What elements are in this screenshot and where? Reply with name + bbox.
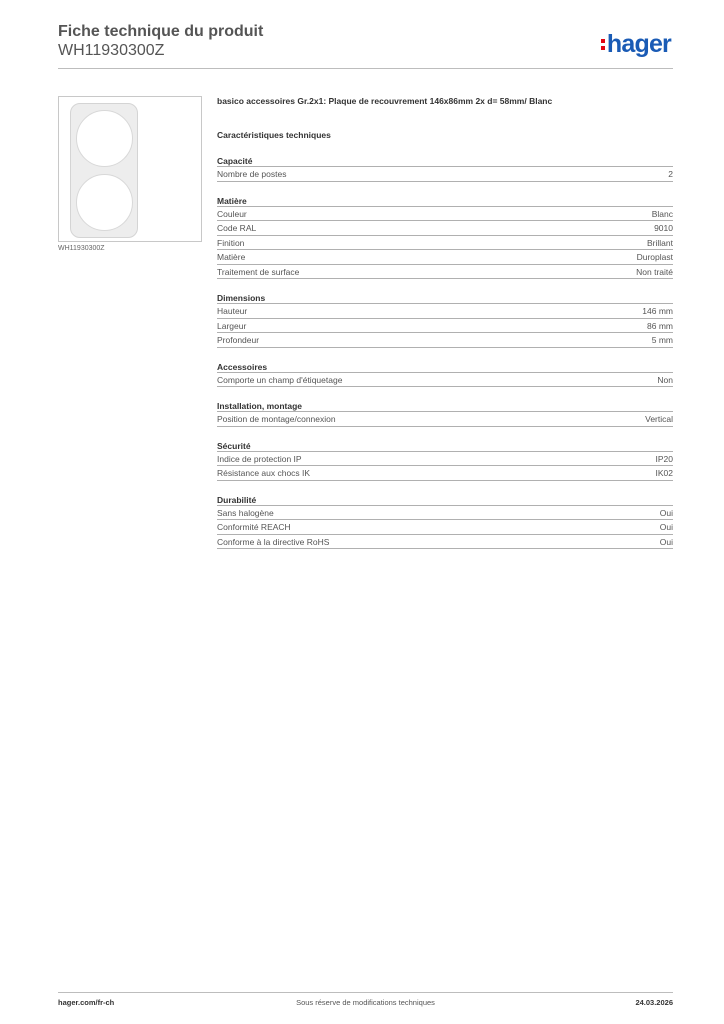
spec-group bbox=[217, 440, 673, 481]
spec-row bbox=[217, 250, 673, 265]
spec-value: Oui bbox=[659, 507, 673, 518]
spec-value: IK02 bbox=[655, 468, 673, 478]
spec-group-title: Dimensions bbox=[217, 292, 673, 304]
spec-group-title: Capacité bbox=[217, 155, 673, 167]
tech-specs-title: Caractéristiques techniques bbox=[217, 130, 331, 140]
spec-label: Largeur bbox=[217, 320, 247, 331]
spec-value: 9010 bbox=[654, 223, 673, 233]
spec-row bbox=[217, 535, 673, 550]
spec-value: 2 bbox=[668, 169, 673, 179]
spec-label: Résistance aux chocs IK bbox=[217, 468, 311, 478]
spec-group bbox=[217, 155, 673, 182]
spec-group bbox=[217, 494, 673, 550]
spec-value: 86 mm bbox=[647, 320, 673, 331]
plate-opening-bottom bbox=[76, 174, 133, 231]
spec-group bbox=[217, 400, 673, 427]
spec-group-title: Durabilité bbox=[217, 494, 673, 506]
cover-plate-icon bbox=[70, 103, 138, 238]
spec-label: Conforme à la directive RoHS bbox=[217, 536, 330, 547]
spec-row bbox=[217, 265, 673, 280]
spec-value: Oui bbox=[659, 522, 673, 532]
image-caption: WH11930300Z bbox=[58, 245, 105, 252]
spec-row bbox=[217, 466, 673, 481]
logo-text: hager bbox=[606, 30, 671, 58]
product-description: basico accessoires Gr.2x1: Plaque de recouvrement 146x86mm 2x d= 58mm/ Blanc bbox=[217, 96, 553, 106]
plate-opening-top bbox=[76, 110, 133, 167]
spec-label: Sans halogène bbox=[217, 507, 274, 518]
spec-group-title: Accessoires bbox=[217, 361, 673, 373]
spec-group bbox=[217, 361, 673, 388]
spec-label: Conformité REACH bbox=[217, 522, 291, 532]
spec-groups bbox=[217, 155, 673, 549]
spec-label: Profondeur bbox=[217, 335, 260, 345]
spec-value: Non bbox=[657, 374, 673, 385]
spec-value: Brillant bbox=[647, 237, 673, 248]
footer-divider bbox=[58, 992, 673, 993]
spec-row bbox=[217, 167, 673, 182]
spec-row bbox=[217, 412, 673, 427]
spec-row bbox=[217, 452, 673, 467]
page-title: Fiche technique du produit bbox=[58, 23, 264, 40]
spec-value: Blanc bbox=[651, 208, 673, 219]
spec-label: Traitement de surface bbox=[217, 266, 300, 277]
spec-row bbox=[217, 333, 673, 348]
logo-dots-icon bbox=[601, 37, 605, 51]
spec-label: Finition bbox=[217, 237, 245, 248]
spec-label: Matière bbox=[217, 252, 246, 262]
spec-label: Hauteur bbox=[217, 306, 248, 316]
spec-content bbox=[217, 96, 673, 562]
spec-value: Duroplast bbox=[636, 252, 673, 262]
spec-label: Indice de protection IP bbox=[217, 453, 302, 464]
spec-row bbox=[217, 520, 673, 535]
spec-row bbox=[217, 373, 673, 388]
spec-value: Non traité bbox=[636, 266, 673, 277]
spec-group bbox=[217, 292, 673, 348]
spec-value: Vertical bbox=[645, 414, 673, 424]
spec-row bbox=[217, 221, 673, 236]
spec-value: 5 mm bbox=[651, 335, 673, 345]
spec-value: IP20 bbox=[655, 453, 673, 464]
page-header bbox=[58, 22, 673, 60]
spec-value: Oui bbox=[659, 536, 673, 547]
header-divider bbox=[58, 68, 673, 69]
footer-disclaimer: Sous réserve de modifications techniques bbox=[296, 998, 435, 1007]
product-image bbox=[58, 96, 202, 242]
spec-group bbox=[217, 195, 673, 280]
spec-group-title: Matière bbox=[217, 195, 673, 207]
spec-group-title: Sécurité bbox=[217, 440, 673, 452]
spec-row bbox=[217, 506, 673, 521]
footer-date: 24.03.2026 bbox=[635, 998, 673, 1007]
spec-label: Code RAL bbox=[217, 223, 257, 233]
hager-logo bbox=[601, 30, 671, 59]
spec-label: Nombre de postes bbox=[217, 169, 287, 179]
spec-label: Position de montage/connexion bbox=[217, 414, 336, 424]
spec-value: 146 mm bbox=[642, 306, 673, 316]
spec-row bbox=[217, 304, 673, 319]
footer-website: hager.com/fr-ch bbox=[58, 998, 115, 1007]
spec-label: Couleur bbox=[217, 208, 247, 219]
spec-row bbox=[217, 207, 673, 222]
spec-group-title: Installation, montage bbox=[217, 400, 673, 412]
product-reference: WH11930300Z bbox=[58, 42, 165, 59]
spec-label: Comporte un champ d'étiquetage bbox=[217, 374, 343, 385]
spec-row bbox=[217, 319, 673, 334]
page-footer bbox=[58, 998, 673, 1010]
spec-row bbox=[217, 236, 673, 251]
